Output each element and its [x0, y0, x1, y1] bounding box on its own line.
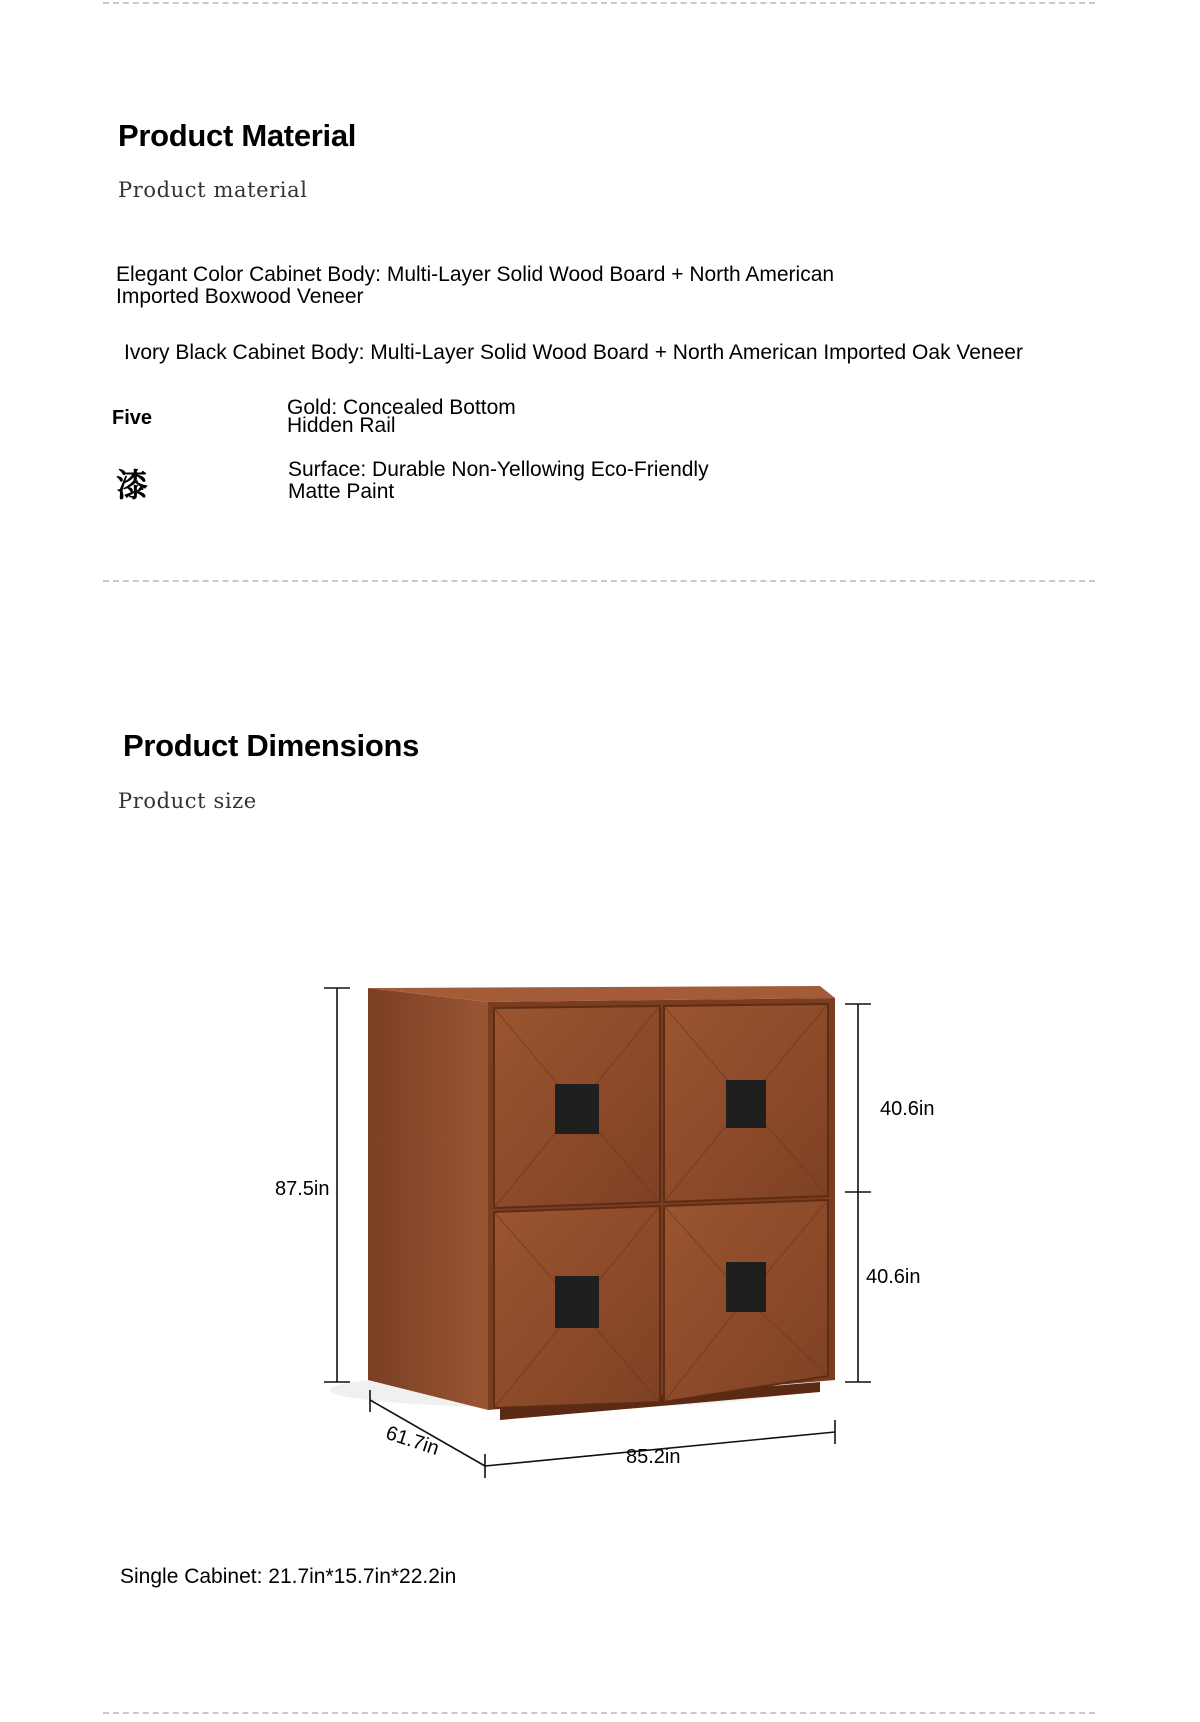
bottom-divider — [103, 1712, 1095, 1714]
handle-top-right — [726, 1080, 766, 1128]
handle-top-left — [555, 1084, 599, 1134]
material-title: Product Material — [118, 118, 357, 153]
material-subtitle: Product material — [118, 178, 308, 202]
handle-bottom-left — [555, 1276, 599, 1328]
dimensions-title: Product Dimensions — [123, 728, 420, 763]
single-cabinet-text: Single Cabinet: 21.7in*15.7in*22.2in — [120, 1565, 457, 1588]
paint-text: Surface: Durable Non-Yellowing Eco-Friendly Matte Paint — [288, 458, 709, 503]
top-divider — [103, 2, 1095, 4]
height-lower-label: 40.6in — [866, 1266, 921, 1288]
ivory-body-text: Ivory Black Cabinet Body: Multi-Layer Solid Wood Board + North American Imported Oak Veneer — [124, 341, 1023, 364]
hardware-text: Gold: Concealed Bottom Hidden Rail — [287, 396, 516, 437]
cabinet-illustration — [260, 970, 960, 1490]
elegant-body-text: Elegant Color Cabinet Body: Multi-Layer Solid Wood Board + North American Imported Boxwood Veneer — [116, 263, 835, 308]
middle-divider — [103, 580, 1095, 582]
hardware-label: Five — [112, 407, 153, 429]
depth-label: 61.7in — [383, 1422, 442, 1460]
handle-bottom-right — [726, 1262, 766, 1312]
dimensions-subtitle: Product size — [118, 789, 257, 813]
height-upper-label: 40.6in — [880, 1098, 935, 1120]
cabinet-side — [368, 988, 488, 1410]
width-label: 85.2in — [626, 1446, 681, 1468]
paint-label: 漆 — [116, 467, 149, 503]
height-total-label: 87.5in — [275, 1178, 330, 1200]
